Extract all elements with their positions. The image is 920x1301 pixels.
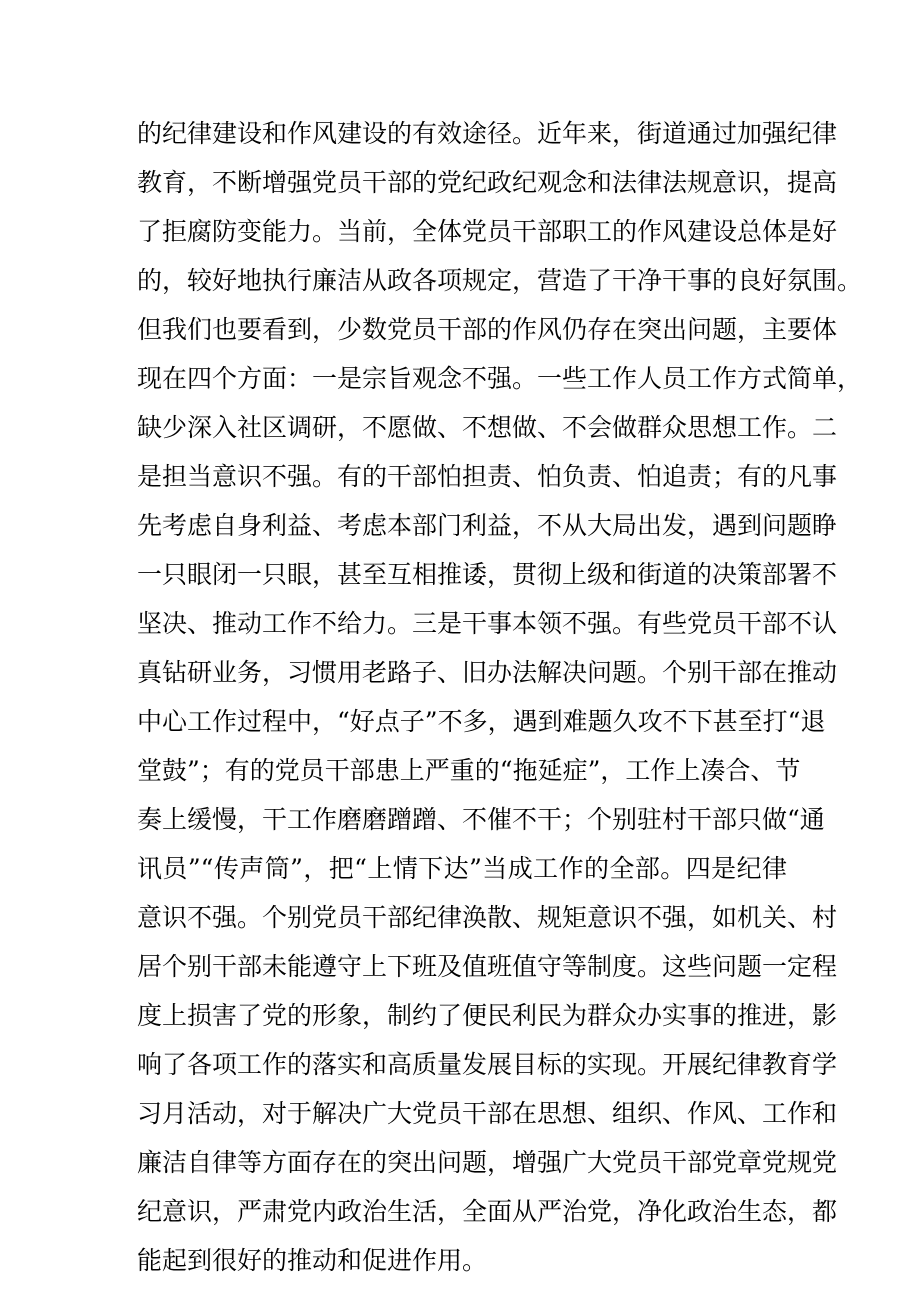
- paragraph-line-24: 能起到很好的推动和促进作用。: [137, 1246, 488, 1275]
- paragraph-line-17: 意识不强。个别党员干部纪律涣散、规矩意识不强，如机关、村: [137, 903, 838, 932]
- paragraph-line-8: 是担当意识不强。有的干部怕担责、怕负责、怕追责；有的凡事: [137, 462, 838, 491]
- paragraph-line-7: 缺少深入社区调研，不愿做、不想做、不会做群众思想工作。二: [137, 413, 838, 442]
- paragraph-line-13: 中心工作过程中，“好点子”不多，遇到难题久攻不下甚至打“退: [137, 707, 826, 736]
- paragraph-line-2: 教育，不断增强党员干部的党纪政纪观念和法律法规意识，提高: [137, 168, 838, 197]
- paragraph-line-9: 先考虑自身利益、考虑本部门利益，不从大局出发，遇到问题睁: [137, 511, 838, 540]
- paragraph-line-22: 廉洁自律等方面存在的突出问题，增强广大党员干部党章党规党: [137, 1148, 838, 1177]
- body-paragraph: [137, 109, 863, 1285]
- paragraph-line-18: 居个别干部未能遵守上下班及值班值守等制度。这些问题一定程: [137, 952, 838, 981]
- paragraph-line-1: 的纪律建设和作风建设的有效途径。近年来，街道通过加强纪律: [137, 119, 838, 148]
- paragraph-line-6: 现在四个方面：一是宗旨观念不强。一些工作人员工作方式简单，: [137, 364, 863, 393]
- paragraph-line-16: 讯员”“传声筒”，把“上情下达”当成工作的全部。四是纪律: [137, 854, 787, 883]
- paragraph-line-3: 了拒腐防变能力。当前，全体党员干部职工的作风建设总体是好: [137, 217, 838, 246]
- paragraph-line-23: 纪意识，严肃党内政治生活，全面从严治党，净化政治生态，都: [137, 1197, 838, 1226]
- paragraph-line-5: 但我们也要看到，少数党员干部的作风仍存在突出问题，主要体: [137, 315, 838, 344]
- paragraph-line-12: 真钻研业务，习惯用老路子、旧办法解决问题。个别干部在推动: [137, 658, 838, 687]
- paragraph-line-11: 坚决、推动工作不给力。三是干事本领不强。有些党员干部不认: [137, 609, 838, 638]
- paragraph-line-20: 响了各项工作的落实和高质量发展目标的实现。开展纪律教育学: [137, 1050, 838, 1079]
- paragraph-line-21: 习月活动，对于解决广大党员干部在思想、组织、作风、工作和: [137, 1099, 838, 1128]
- paragraph-line-15: 奏上缓慢，干工作磨磨蹭蹭、不催不干；个别驻村干部只做“通: [137, 805, 825, 834]
- paragraph-line-10: 一只眼闭一只眼，甚至互相推诿，贯彻上级和街道的决策部署不: [137, 560, 838, 589]
- paragraph-line-14: 堂鼓”；有的党员干部患上严重的“拖延症”，工作上凑合、节: [137, 756, 801, 785]
- paragraph-line-19: 度上损害了党的形象，制约了便民利民为群众办实事的推进，影: [137, 1001, 838, 1030]
- paragraph-line-4: 的，较好地执行廉洁从政各项规定，营造了干净干事的良好氛围。: [137, 266, 863, 295]
